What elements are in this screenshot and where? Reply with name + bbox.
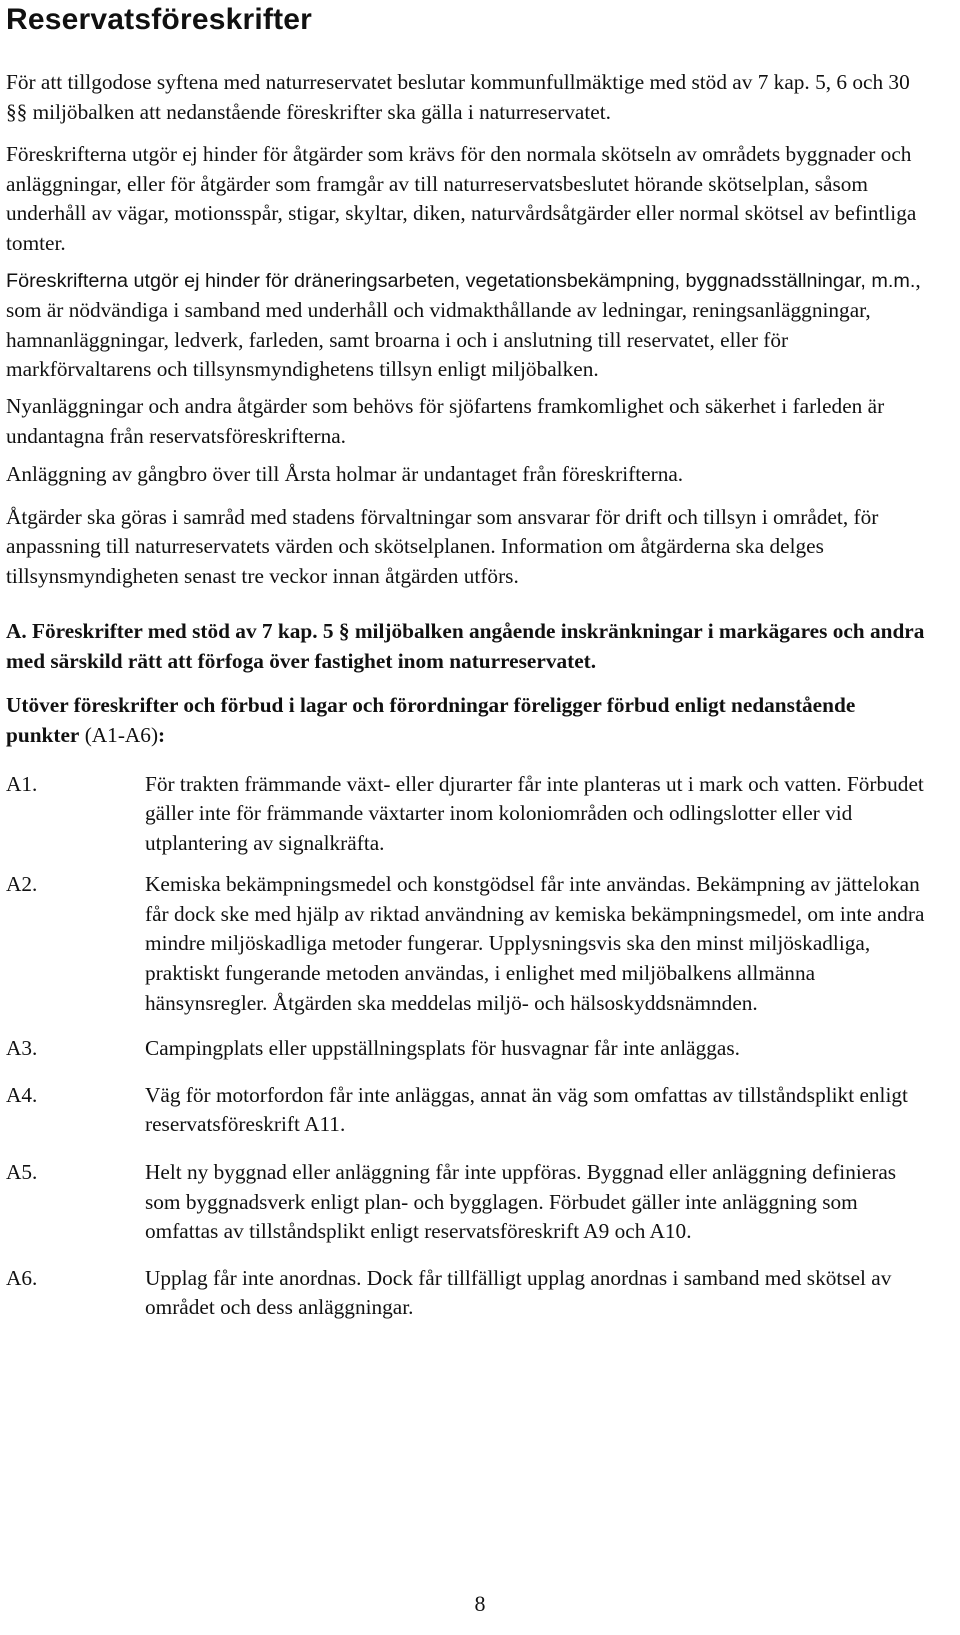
section-a-intro-colon: : xyxy=(158,722,166,747)
page-title: Reservatsföreskrifter xyxy=(6,3,313,36)
regulation-item-a3 xyxy=(6,1034,926,1064)
paragraph-shipping: Nyanläggningar och andra åtgärder som behövs för sjöfartens framkomlighet och säkerhet i farleden är undantagna från reservatsföreskrifterna. xyxy=(6,393,885,448)
section-a-intro xyxy=(6,690,926,750)
regulation-number: A6. xyxy=(6,1265,38,1290)
regulation-item-a5 xyxy=(6,1158,926,1247)
section-a-heading: A. Föreskrifter med stöd av 7 kap. 5 § miljöbalken angående inskränkningar i markägares och andra med särskild rätt att förfoga över fastighet inom naturreservatet. xyxy=(6,618,925,673)
paragraph-drainage-rest: , som är nödvändiga i samband med underhåll och vidmakthållande av ledningar, reningsanläggningar, hamnanläggningar, ledverk, farleden, samt broarna i och i anslutning till reservatet, eller för markförvaltarens och tillsynsmyndighetens tillsyn enligt miljöbalken. xyxy=(6,267,921,382)
regulation-text: För trakten främmande växt- eller djurarter får inte planteras ut i mark och vatten. Förbudet gäller inte för främmande växtarter inom koloniområden och odlingslotter eller vid utplantering av signalkräfta. xyxy=(145,771,924,855)
regulation-item-a6 xyxy=(6,1264,926,1323)
section-a-intro-range: (A1-A6) xyxy=(79,722,159,747)
paragraph-drainage-lead: Föreskrifterna utgör ej hinder för dräneringsarbeten, vegetationsbekämpning, byggnadsställningar, m.m. xyxy=(6,269,916,292)
document-page xyxy=(6,0,926,1323)
regulation-text: Väg för motorfordon får inte anläggas, annat än väg som omfattas av tillståndsplikt enligt reservatsföreskrift A11. xyxy=(145,1082,908,1137)
regulation-text: Campingplats eller uppställningsplats för husvagnar får inte anläggas. xyxy=(145,1036,740,1061)
regulation-item-a4 xyxy=(6,1081,926,1140)
regulation-number: A5. xyxy=(6,1160,38,1185)
regulation-number: A1. xyxy=(6,771,38,796)
page-number: 8 xyxy=(474,1591,486,1616)
regulation-number: A3. xyxy=(6,1036,38,1061)
regulation-list xyxy=(6,770,926,1324)
paragraph-drainage xyxy=(6,266,926,385)
regulation-item-a1 xyxy=(6,770,926,859)
paragraph-maintenance: Föreskrifterna utgör ej hinder för åtgärder som krävs för den normala skötseln av områdets byggnader och anläggningar, eller för åtgärder som framgår av till naturreservatsbeslutet hörande skötselplan, såsom underhåll av vägar, motionsspår, stigar, skyltar, diken, naturvårdsåtgärder eller normal skötsel av befintliga tomter. xyxy=(6,142,917,255)
regulation-number: A4. xyxy=(6,1082,38,1107)
regulation-text: Helt ny byggnad eller anläggning får inte uppföras. Byggnad eller anläggning definieras som byggnadsverk enligt plan- och bygglagen. Förbudet gäller inte anläggning som omfattas av tillståndsplikt enligt reservatsföreskrift A9 och A10. xyxy=(145,1160,897,1244)
section-a-intro-text: Utöver föreskrifter och förbud i lagar och förordningar föreligger förbud enligt nedanstående punkter xyxy=(6,692,856,747)
regulation-item-a2 xyxy=(6,870,926,1018)
regulation-text: Kemiska bekämpningsmedel och konstgödsel får inte användas. Bekämpning av jättelokan får dock ske med hjälp av riktad användning av kemiska bekämpningsmedel, om inte andra mindre miljöskadliga metoder fungerar. Upplysningsvis ska den minst miljöskadliga, praktiskt fungerande metoden användas, i enlighet med miljöbalkens allmänna hänsynsregler. Åtgärden ska meddelas miljö- och hälsoskyddsnämnden. xyxy=(145,872,925,1015)
regulation-number: A2. xyxy=(6,872,38,897)
regulation-text: Upplag får inte anordnas. Dock får tillfälligt upplag anordnas i samband med skötsel av området och dess anläggningar. xyxy=(145,1265,892,1320)
paragraph-footbridge: Anläggning av gångbro över till Årsta holmar är undantaget från föreskrifterna. xyxy=(6,462,684,487)
paragraph-intro: För att tillgodose syftena med naturreservatet beslutar kommunfullmäktige med stöd av 7 kap. 5, 6 och 30 §§ miljöbalken att nedanstående föreskrifter ska gälla i naturreservatet. xyxy=(6,70,910,124)
paragraph-consultation: Åtgärder ska göras i samråd med stadens förvaltningar som ansvarar för drift och tillsyn i området, för anpassning till naturreservatets värden och skötselplanen. Information om åtgärderna ska delges tillsynsmyndigheten senast tre veckor innan åtgärden utförs. xyxy=(6,504,879,588)
